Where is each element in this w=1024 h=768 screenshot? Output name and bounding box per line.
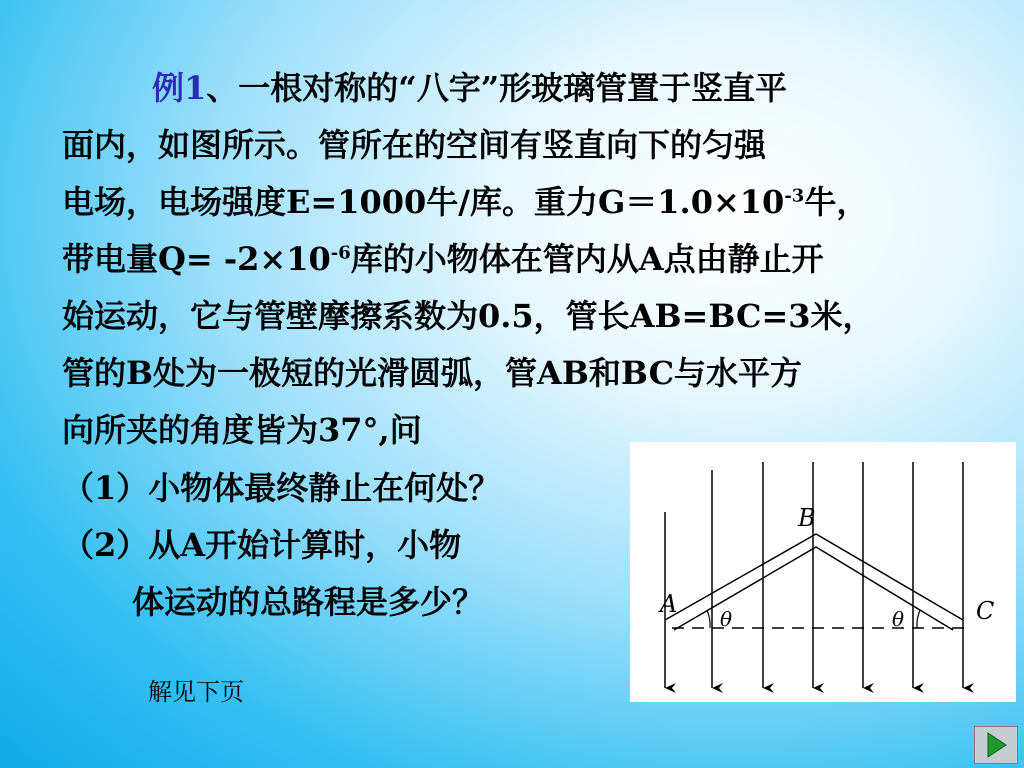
electric-field-lines bbox=[665, 462, 963, 688]
angle-theta-right: θ bbox=[892, 607, 905, 631]
angle-theta-left: θ bbox=[720, 607, 733, 631]
problem-line-5: 始运动，它与管壁摩擦系数为0.5，管长AB=BC=3米， bbox=[62, 297, 875, 335]
question-2-line-1: （2）从A开始计算时，小物 bbox=[62, 526, 462, 564]
problem-line-3: 电场，电场强度E=1000牛/库。重力$G=1.0\times 10^{-3}$牛， bbox=[62, 183, 869, 221]
tube-diagram-svg bbox=[630, 442, 1016, 702]
problem-line-7: 向所夹的角度皆为37°,问 bbox=[62, 411, 422, 449]
question-2-line-2: 体运动的总路程是多少？ bbox=[132, 583, 485, 621]
question-1: （1）小物体最终静止在何处？ bbox=[62, 469, 501, 507]
point-a-label: A bbox=[660, 590, 678, 618]
problem-line-2: 面内，如图所示。管所在的空间有竖直向下的匀强 bbox=[62, 126, 767, 164]
see-next-page-note: 解见下页 bbox=[148, 678, 244, 706]
problem-line-4: 带电量$Q= -2\times 10^{-6}$库的小物体在管内从A点由静止开 bbox=[62, 240, 824, 278]
tube-diagram bbox=[630, 442, 1016, 702]
tube-outer-wall bbox=[665, 534, 963, 620]
problem-line-1: 例1、一根对称的“八字”形玻璃管置于竖直平 bbox=[152, 69, 788, 107]
angle-arc-right bbox=[917, 610, 920, 628]
problem-line-6: 管的B处为一极短的光滑圆弧，管AB和BC与水平方 bbox=[62, 354, 803, 392]
play-next-icon bbox=[975, 727, 1017, 763]
angle-arc-left bbox=[707, 610, 710, 628]
next-slide-button[interactable] bbox=[974, 726, 1018, 764]
example-label: 例1 bbox=[152, 69, 207, 107]
point-b-label: B bbox=[798, 504, 816, 532]
problem-text bbox=[62, 60, 982, 459]
point-c-label: C bbox=[976, 597, 995, 625]
